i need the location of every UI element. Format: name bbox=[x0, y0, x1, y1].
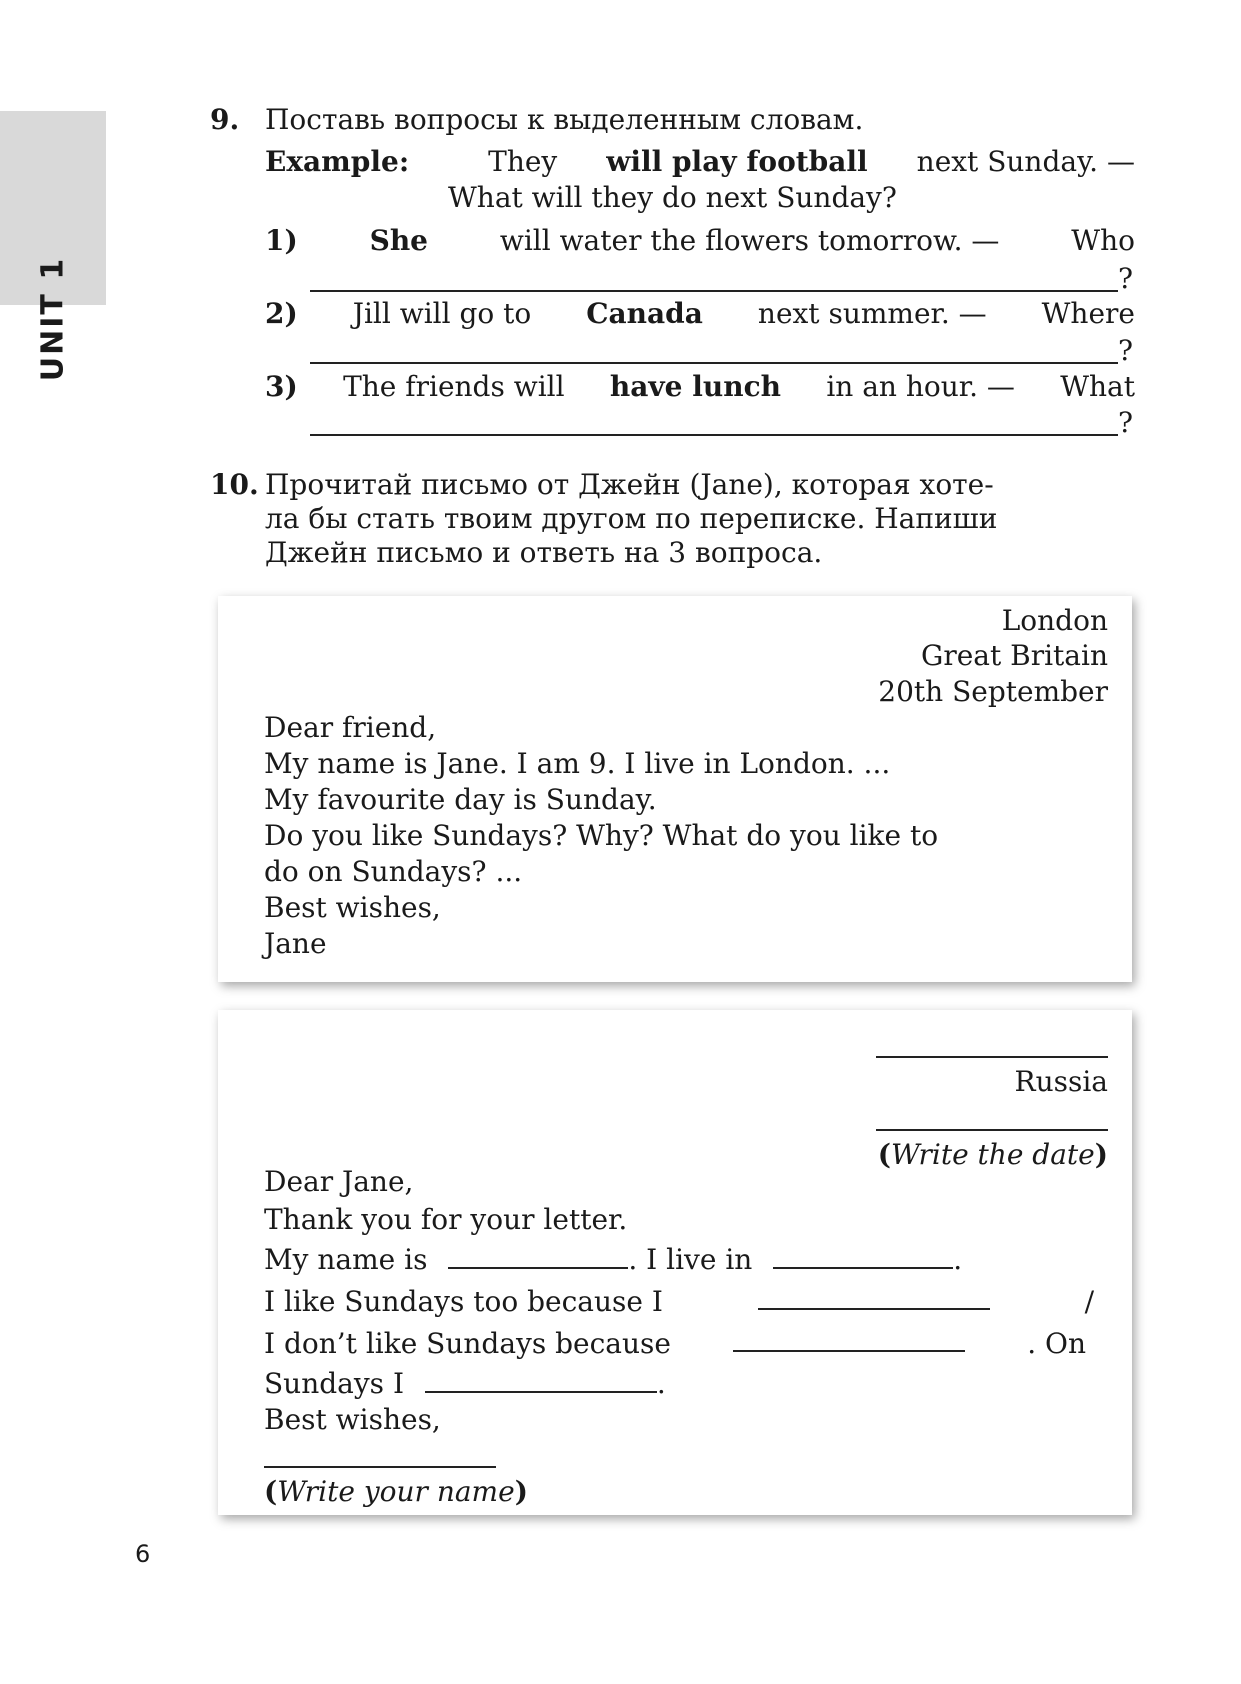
ex9-item-1: 1) She will water the flowers tomorrow. — Who bbox=[265, 224, 1135, 257]
unit-tab bbox=[0, 111, 106, 382]
letter-closing: Best wishes, bbox=[264, 891, 441, 924]
like-blank[interactable] bbox=[758, 1307, 990, 1310]
letter-line-4: do on Sundays? ... bbox=[264, 855, 523, 888]
page-number: 6 bbox=[135, 1540, 151, 1568]
letter-signature: Jane bbox=[264, 927, 327, 960]
exercise-10-line-3: Джейн письмо и ответь на 3 вопроса. bbox=[265, 536, 823, 569]
answer-line-1[interactable] bbox=[310, 290, 1118, 292]
reply-letter bbox=[218, 1010, 1132, 1515]
letter-from-jane bbox=[218, 596, 1132, 982]
letter-country: Great Britain bbox=[920, 639, 1108, 672]
exercise-10-line-2: ла бы стать твоим другом по переписке. Напиши bbox=[265, 502, 998, 535]
exercise-9-example: Example: They will play football next Sunday. — bbox=[265, 145, 1135, 178]
reply-name-line: My name is . I live in . bbox=[264, 1243, 963, 1276]
qmark-1: ? bbox=[1118, 262, 1134, 295]
reply-sundays-line: Sundays I . bbox=[264, 1367, 666, 1400]
letter-date: 20th September bbox=[878, 675, 1108, 708]
letter-line-2: My favourite day is Sunday. bbox=[264, 783, 657, 816]
reply-thanks: Thank you for your letter. bbox=[264, 1203, 628, 1236]
exercise-10-line-1: Прочитай письмо от Джейн (Jane), которая хоте- bbox=[265, 468, 994, 501]
example-label: Example: bbox=[265, 145, 410, 178]
reply-like-line: I like Sundays too because I / bbox=[264, 1285, 1094, 1318]
qmark-2: ? bbox=[1118, 334, 1134, 367]
city-blank-inline[interactable] bbox=[773, 1266, 953, 1269]
sundays-blank[interactable] bbox=[425, 1390, 657, 1393]
reply-closing: Best wishes, bbox=[264, 1403, 441, 1436]
letter-line-1: My name is Jane. I am 9. I live in London. ... bbox=[264, 747, 891, 780]
reply-dislike-line: I don’t like Sundays because . On bbox=[264, 1327, 1086, 1360]
qmark-3: ? bbox=[1118, 406, 1134, 439]
name-blank[interactable] bbox=[448, 1266, 628, 1269]
ex9-item-2: 2) Jill will go to Canada next summer. — Where bbox=[265, 297, 1135, 330]
dislike-blank[interactable] bbox=[733, 1349, 965, 1352]
name-hint: (Write your name) bbox=[264, 1475, 528, 1508]
letter-greeting: Dear friend, bbox=[264, 711, 437, 744]
date-hint: (Write the date) bbox=[877, 1138, 1108, 1171]
letter-line-3: Do you like Sundays? Why? What do you like to bbox=[264, 819, 939, 852]
signature-blank[interactable] bbox=[264, 1466, 496, 1468]
ex9-item-3: 3) The friends will have lunch in an hour. — What bbox=[265, 370, 1135, 403]
reply-country: Russia bbox=[1014, 1065, 1108, 1098]
example-answer: What will they do next Sunday? bbox=[448, 181, 897, 214]
letter-city: London bbox=[1001, 604, 1108, 637]
city-blank[interactable] bbox=[876, 1056, 1108, 1058]
answer-line-3[interactable] bbox=[310, 434, 1118, 436]
exercise-9-number: 9. bbox=[210, 103, 240, 136]
reply-greeting: Dear Jane, bbox=[264, 1165, 414, 1198]
date-blank[interactable] bbox=[876, 1129, 1108, 1131]
exercise-10-number: 10. bbox=[210, 468, 259, 501]
answer-line-2[interactable] bbox=[310, 362, 1118, 364]
exercise-9-instruction: Поставь вопросы к выделенным словам. bbox=[265, 103, 864, 136]
unit-label: UNIT 1 bbox=[35, 256, 71, 382]
